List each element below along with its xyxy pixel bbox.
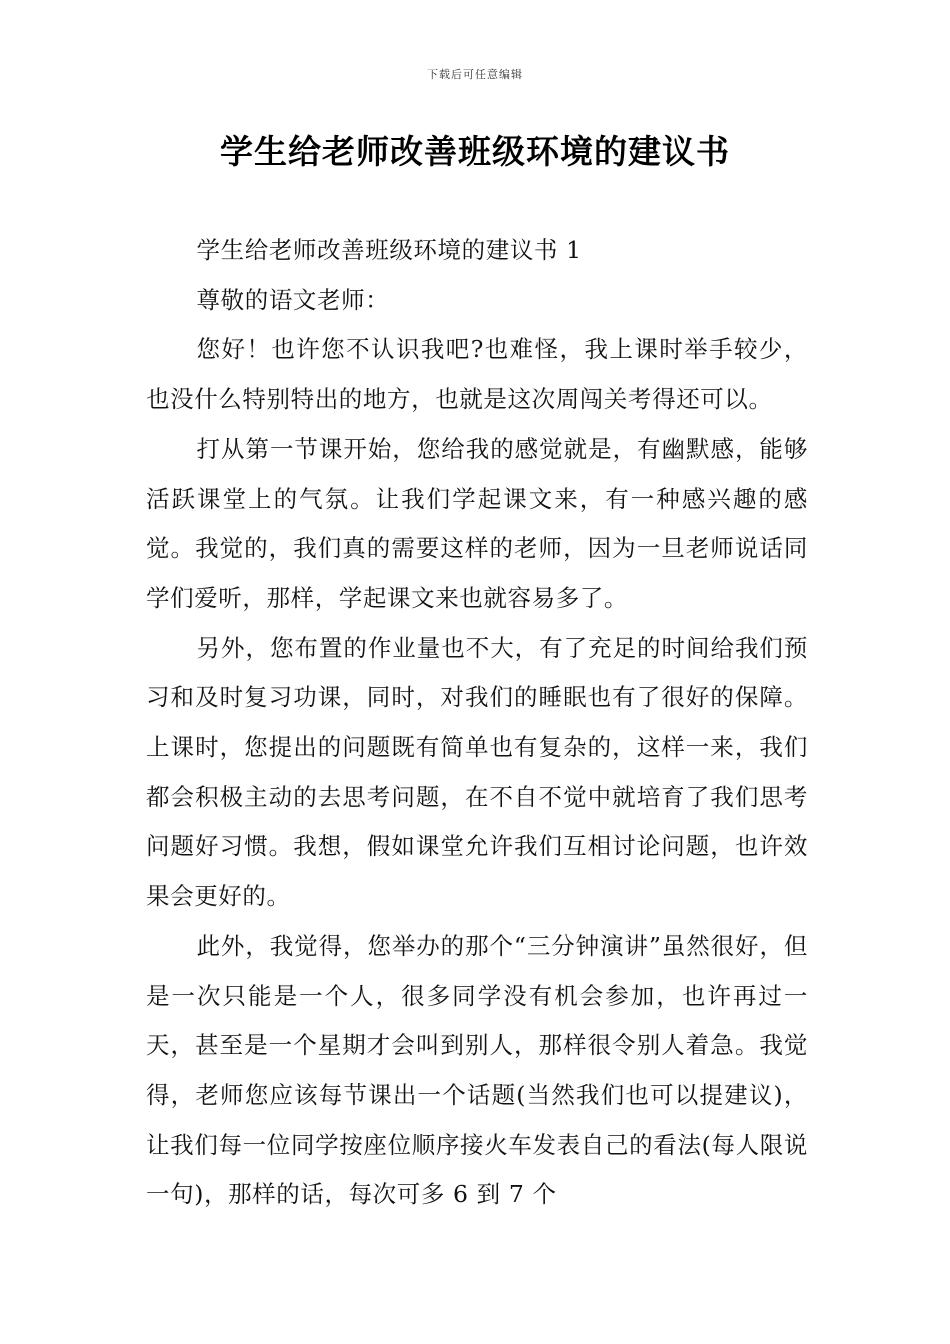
document-body: [146, 226, 808, 1220]
paragraph: 打从第一节课开始，您给我的感觉就是，有幽默感，能够活跃课堂上的气氛。让我们学起课文来，有一种感兴趣的感觉。我觉的，我们真的需要这样的老师，因为一旦老师说话同学们爱听，那样，学起课文来也就容易多了。: [146, 434, 808, 612]
paragraph: 另外，您布置的作业量也不大，有了充足的时间给我们预习和及时复习功课，同时，对我们的睡眠也有了很好的保障。上课时，您提出的问题既有简单也有复杂的，这样一来，我们都会积极主动的去思考问题，在不自不觉中就培育了我们思考问题好习惯。我想，假如课堂允许我们互相讨论问题，也许效果会更好的。: [146, 633, 808, 911]
header-note: 下载后可任意编辑: [427, 68, 523, 81]
subtitle-line: 学生给老师改善班级环境的建议书 1: [196, 236, 582, 264]
document-title: 学生给老师改善班级环境的建议书: [220, 132, 730, 171]
paragraph: 此外，我觉得，您举办的那个“三分钟演讲”虽然很好，但是一次只能是一个人，很多同学没有机会参加，也许再过一天，甚至是一个星期才会叫到别人，那样很令别人着急。我觉得，老师您应该每节课出一个话题(当然我们也可以提建议)，让我们每一位同学按座位顺序接火车发表自己的看法(每人限说一句)，那样的话，每次可多 6 到 7 个: [146, 931, 808, 1209]
paragraph: 您好！也许您不认识我吧?也难怪，我上课时举手较少，也没什么特别特出的地方，也就是这次周闯关考得还可以。: [146, 335, 808, 414]
salutation: 尊敬的语文老师：: [196, 285, 390, 314]
